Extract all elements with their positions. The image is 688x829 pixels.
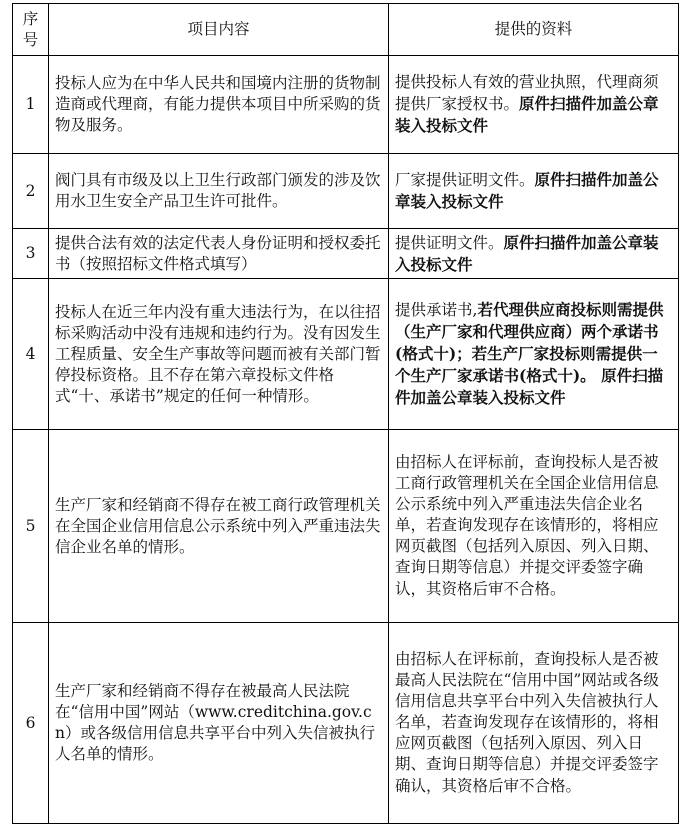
row-number: 6 xyxy=(13,623,49,824)
item-content: 投标人在近三年内没有重大违法行为，在以往招标采购活动中没有违规和违约行为。没有因发生工程质量、安全生产事故等问题而被有关部门暂停投标资格。且不存在第六章投标文件格式“十、承诺书”规定的任何一种情形。 xyxy=(49,279,389,430)
table-row xyxy=(13,279,679,430)
materials-text: 厂家提供证明文件。 xyxy=(395,171,535,189)
header-no: 序号 xyxy=(13,4,49,56)
row-number: 1 xyxy=(13,56,49,154)
materials-text: 提供投标人有效的营业执照，代理商须提供厂家授权书。 xyxy=(395,73,659,113)
item-content: 生产厂家和经销商不得存在被工商行政管理机关在全国企业信用信息公示系统中列入严重违法失信企业名单的情形。 xyxy=(49,430,389,623)
materials-text: 提供证明文件。 xyxy=(395,233,504,252)
row-number: 4 xyxy=(13,279,49,430)
table-row xyxy=(13,623,679,824)
row-number: 3 xyxy=(13,229,49,279)
materials-text: 提供承诺书, xyxy=(395,301,478,319)
materials-cell xyxy=(389,430,679,623)
item-content: 阀门具有市级及以上卫生行政部门颁发的涉及饮用水卫生安全产品卫生许可批件。 xyxy=(49,154,389,229)
materials-emphasis: 原件扫描件加盖公章装入投标文件 xyxy=(395,94,659,135)
item-content: 提供合法有效的法定代表人身份证明和授权委托书（按照招标文件格式填写） xyxy=(49,229,389,279)
materials-text: 由招标人在评标前，查询投标人是否被工商行政管理机关在全国企业信用信息公示系统中列入严重违法失信企业名单，若查询发现存在该情形的，将相应网页截图（包括列入原因、列入日期、查询日期等信息）并提交评委签字确认，其资格后审不合格。 xyxy=(395,453,659,598)
header-row xyxy=(13,4,679,56)
row-number: 2 xyxy=(13,154,49,229)
table-row xyxy=(13,56,679,154)
materials-cell xyxy=(389,154,679,229)
materials-cell xyxy=(389,56,679,154)
materials-emphasis: 原件扫描件加盖公章装入投标文件 xyxy=(395,170,659,211)
header-item: 项目内容 xyxy=(49,4,389,56)
materials-cell xyxy=(389,229,679,279)
materials-cell xyxy=(389,279,679,430)
materials-text: 由招标人在评标前，查询投标人是否被最高人民法院在“信用中国”网站或各级信用信息共享平台中列入失信被执行人名单，若查询发现存在该情形的，将相应网页截图（包括列入原因、列入日期、查询日期等信息）并提交评委签字确认，其资格后审不合格。 xyxy=(395,650,659,795)
item-content: 生产厂家和经销商不得存在被最高人民法院在“信用中国”网站（www.creditchina.gov.cn）或各级信用信息共享平台中列入失信被执行人名单的情形。 xyxy=(49,623,389,824)
materials-emphasis: 原件扫描件加盖公章装入投标文件 xyxy=(395,232,659,274)
table-row xyxy=(13,154,679,229)
table-row xyxy=(13,430,679,623)
qualification-table xyxy=(12,3,679,824)
row-number: 5 xyxy=(13,430,49,623)
materials-cell xyxy=(389,623,679,824)
header-materials: 提供的资料 xyxy=(389,4,679,56)
materials-emphasis: 若代理供应商投标则需提供（生产厂家和代理供应商）两个承诺书(格式十)；若生产厂家投标则需提供一个生产厂家承诺书(格式十)。 原件扫描件加盖公章装入投标文件 xyxy=(395,300,664,407)
item-content: 投标人应为在中华人民共和国境内注册的货物制造商或代理商，有能力提供本项目中所采购的货物及服务。 xyxy=(49,56,389,154)
table-row xyxy=(13,229,679,279)
